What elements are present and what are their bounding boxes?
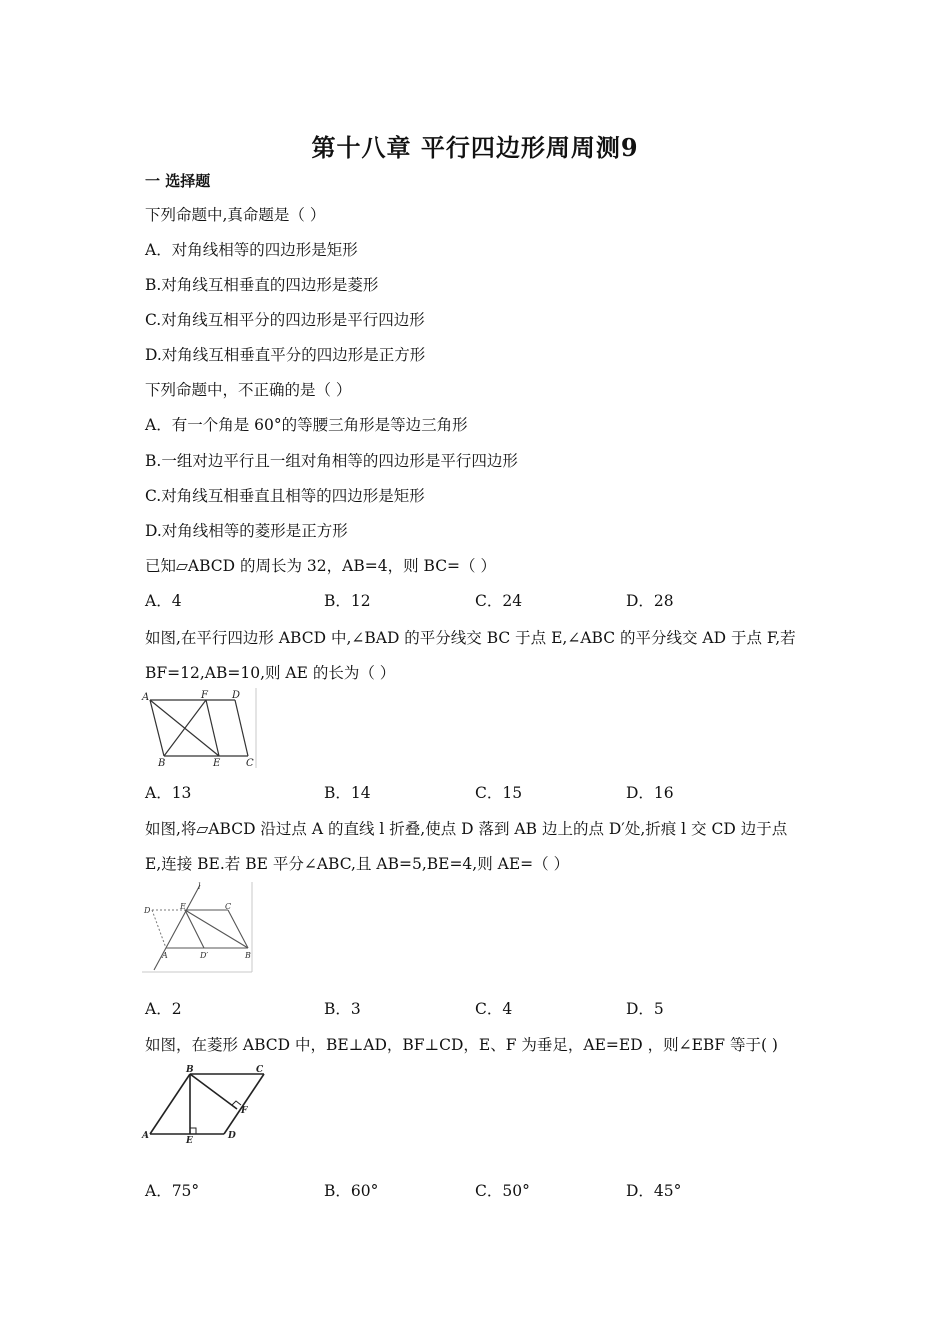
q5-label-e: E <box>180 902 186 911</box>
q6-label-d: D <box>228 1131 236 1141</box>
q6-label-a: A <box>142 1131 149 1141</box>
q2-option-a: A．有一个角是 60°的等腰三角形是等边三角形 <box>145 416 468 434</box>
q3-options <box>145 589 845 611</box>
q6-option-d: D．45° <box>626 1182 682 1200</box>
q6-label-c: C <box>256 1065 264 1075</box>
q5-options <box>145 997 845 1019</box>
q6-options <box>145 1179 845 1201</box>
q6-figure <box>140 1062 276 1144</box>
q2-option-c: C.对角线互相垂直且相等的四边形是矩形 <box>145 487 425 505</box>
q3-option-b: B．12 <box>324 592 371 610</box>
q2-option-d: D.对角线相等的菱形是正方形 <box>145 522 348 540</box>
q1-stem: 下列命题中,真命题是（ ） <box>145 206 326 224</box>
q6-option-b: B．60° <box>324 1182 379 1200</box>
q4-figure <box>140 688 260 768</box>
q4-label-c: C <box>246 758 254 768</box>
q1-option-b: B.对角线互相垂直的四边形是菱形 <box>145 276 379 294</box>
q4-label-b: B <box>158 758 166 768</box>
q5-stem-line2: E,连接 BE.若 BE 平分∠ABC,且 AB=5,BE=4,则 AE=（ ） <box>145 855 570 873</box>
q3-option-c: C．24 <box>475 592 523 610</box>
q4-option-c: C．15 <box>475 784 523 802</box>
q6-label-b: B <box>186 1065 194 1075</box>
q6-label-e: E <box>186 1136 193 1144</box>
q5-label-a: A <box>162 951 168 960</box>
q3-option-d: D．28 <box>626 592 674 610</box>
q5-stem-line1: 如图,将▱ABCD 沿过点 A 的直线 l 折叠,使点 D 落到 AB 边上的点 D′处,折痕 l 交 CD 边于点 <box>145 820 788 838</box>
q5-option-b: B．3 <box>324 1000 361 1018</box>
q5-label-c: C <box>225 902 232 911</box>
q5-label-d: D <box>144 906 151 915</box>
page-title: 第十八章 平行四边形周周测9 <box>311 133 639 162</box>
q4-option-b: B．14 <box>324 784 371 802</box>
q3-option-a: A．4 <box>145 592 182 610</box>
q3-stem: 已知▱ABCD 的周长为 32，AB=4，则 BC=（ ） <box>145 557 496 575</box>
q4-stem-line1: 如图,在平行四边形 ABCD 中,∠BAD 的平分线交 BC 于点 E,∠ABC 的平分线交 AD 于点 F,若 <box>145 629 796 647</box>
q5-option-d: D．5 <box>626 1000 664 1018</box>
q6-option-a: A．75° <box>145 1182 200 1200</box>
q6-stem: 如图，在菱形 ABCD 中，BE⊥AD，BF⊥CD，E、F 为垂足，AE=ED ，则∠EBF 等于( ) <box>145 1036 778 1054</box>
q4-label-d: D <box>232 690 241 701</box>
q2-option-b: B.一组对边平行且一组对角相等的四边形是平行四边形 <box>145 452 518 470</box>
q4-options <box>145 781 845 803</box>
q5-option-a: A．2 <box>145 1000 182 1018</box>
q4-option-a: A．13 <box>145 784 192 802</box>
q1-option-c: C.对角线互相平分的四边形是平行四边形 <box>145 311 425 329</box>
q4-label-f: F <box>201 690 208 701</box>
q6-label-f: F <box>241 1106 248 1116</box>
q4-label-a: A <box>142 692 150 703</box>
q4-option-d: D．16 <box>626 784 674 802</box>
q5-label-l: l <box>198 882 201 891</box>
q6-option-c: C．50° <box>475 1182 530 1200</box>
q4-label-e: E <box>213 758 221 768</box>
q1-option-d: D.对角线互相垂直平分的四边形是正方形 <box>145 346 426 364</box>
q5-option-c: C．4 <box>475 1000 513 1018</box>
q5-label-b: B <box>245 951 251 960</box>
q2-stem: 下列命题中，不正确的是（ ） <box>145 381 352 399</box>
section-heading: 一 选择题 <box>145 172 211 190</box>
q4-stem-line2: BF=12,AB=10,则 AE 的长为（ ） <box>145 664 396 682</box>
q1-option-a: A．对角线相等的四边形是矩形 <box>145 241 358 259</box>
q5-label-d-prime: D′ <box>200 951 209 960</box>
q5-figure <box>140 880 256 975</box>
